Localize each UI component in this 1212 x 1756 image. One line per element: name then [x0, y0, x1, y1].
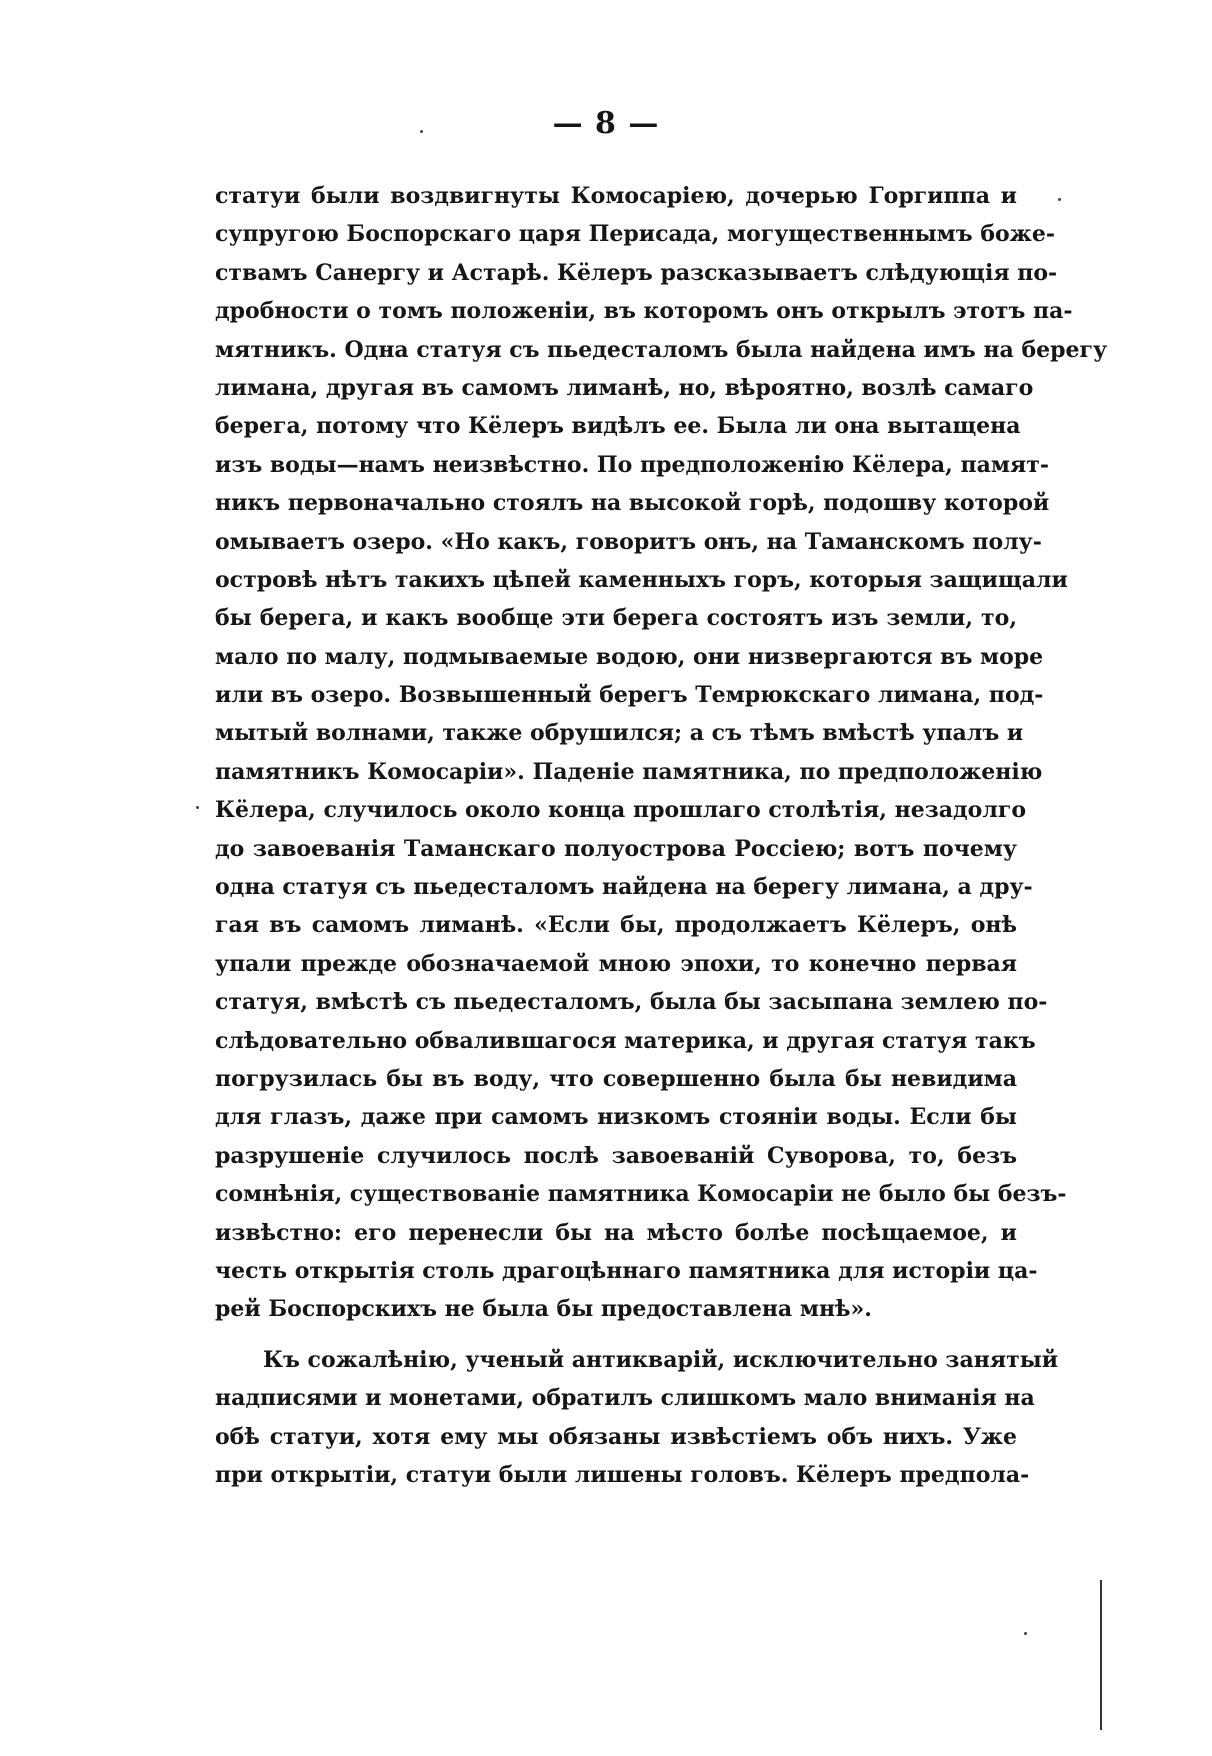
text-line: памятникъ Комосаріи». Паденіе памятника, по предположенію	[215, 758, 1043, 785]
text-line: до завоеванія Таманскаго полуострова Россіею; вотъ почему	[215, 835, 1017, 862]
text-line: слѣдовательно обвалившагося материка, и другая статуя такъ	[215, 1027, 1036, 1054]
text-line: при открытіи, статуи были лишены головъ. Кёлеръ предпола-	[215, 1461, 1030, 1488]
body-text	[215, 177, 1108, 1494]
text-line: или въ озеро. Возвышенный берегъ Темрюкскаго лимана, под-	[215, 682, 1044, 709]
text-line: омываетъ озеро. «Но какъ, говоритъ онъ, на Таманскомъ полу-	[215, 528, 1042, 555]
text-line: рей Боспорскихъ не была бы предоставлена мнѣ».	[215, 1296, 872, 1323]
text-line: гая въ самомъ лиманѣ. «Если бы, продолжаетъ Кёлеръ, онѣ	[215, 912, 1017, 939]
text-line: разрушеніе случилось послѣ завоеваній Суворова, то, безъ	[215, 1142, 1017, 1169]
text-line: извѣстно: его перенесли бы на мѣсто болѣе посѣщаемое, и	[215, 1219, 1017, 1246]
paragraph-2	[215, 1341, 1059, 1495]
scan-edge-line	[1100, 1580, 1102, 1730]
text-line: упали прежде обозначаемой мною эпохи, то конечно первая	[215, 950, 1017, 977]
text-line: честь открытія столь драгоцѣннаго памятника для исторіи ца-	[215, 1257, 1038, 1284]
text-line: статуи были воздвигнуты Комосаріею, дочерью Горгиппа и	[215, 183, 1017, 209]
scan-speck	[196, 806, 199, 809]
text-line: сомнѣнія, существованіе памятника Комосаріи не было бы безъ-	[215, 1181, 1067, 1208]
text-line: мятникъ. Одна статуя съ пьедесталомъ была найдена имъ на берегу	[215, 336, 1108, 363]
text-line: для глазъ, даже при самомъ низкомъ стояніи воды. Если бы	[215, 1104, 1017, 1131]
paragraph-gap	[215, 1329, 1017, 1341]
text-line: никъ первоначально стоялъ на высокой горѣ, подошву которой	[215, 490, 1050, 517]
page-number: — 8 —	[552, 106, 660, 141]
text-line: дробности о томъ положеніи, въ которомъ онъ открылъ этотъ па-	[215, 298, 1073, 325]
text-line: надписями и монетами, обратилъ слишкомъ мало вниманія на	[215, 1385, 1035, 1412]
scan-speck	[1024, 1632, 1027, 1635]
scan-speck	[1058, 198, 1061, 201]
paragraph-1	[215, 177, 1108, 1329]
text-line: Кёлера, случилось около конца прошлаго столѣтія, незадолго	[215, 797, 1026, 824]
text-line: погрузилась бы въ воду, что совершенно была бы невидима	[215, 1065, 1017, 1092]
scan-speck	[420, 130, 423, 133]
text-line: мытый волнами, также обрушился; а съ тѣмъ вмѣстѣ упалъ и	[215, 720, 1024, 747]
text-line: обѣ статуи, хотя ему мы обязаны извѣстіемъ объ нихъ. Уже	[215, 1423, 1017, 1450]
text-line: берега, потому что Кёлеръ видѣлъ ее. Была ли она вытащена	[215, 413, 1021, 440]
text-line: островѣ нѣтъ такихъ цѣпей каменныхъ горъ, которыя защищали	[215, 566, 1068, 593]
text-line: ствамъ Санергу и Астарѣ. Кёлеръ разсказываетъ слѣдующія по-	[215, 259, 1058, 286]
text-line: бы берега, и какъ вообще эти берега состоятъ изъ земли, то,	[215, 605, 1017, 632]
text-line: Къ сожалѣнію, ученый антикварій, исключительно занятый	[263, 1346, 1059, 1373]
text-line: супругою Боспорскаго царя Перисада, могущественнымъ боже-	[215, 221, 1056, 248]
text-line: изъ воды—намъ неизвѣстно. По предположенію Кёлера, памят-	[215, 451, 1049, 478]
text-line: лимана, другая въ самомъ лиманѣ, но, вѣроятно, возлѣ самаго	[215, 374, 1034, 401]
text-line: одна статуя съ пьедесталомъ найдена на берегу лимана, а дру-	[215, 874, 1033, 901]
text-line: мало по малу, подмываемые водою, они низвергаются въ море	[215, 643, 1044, 670]
text-line: статуя, вмѣстѣ съ пьедесталомъ, была бы засыпана землею по-	[215, 989, 1048, 1016]
